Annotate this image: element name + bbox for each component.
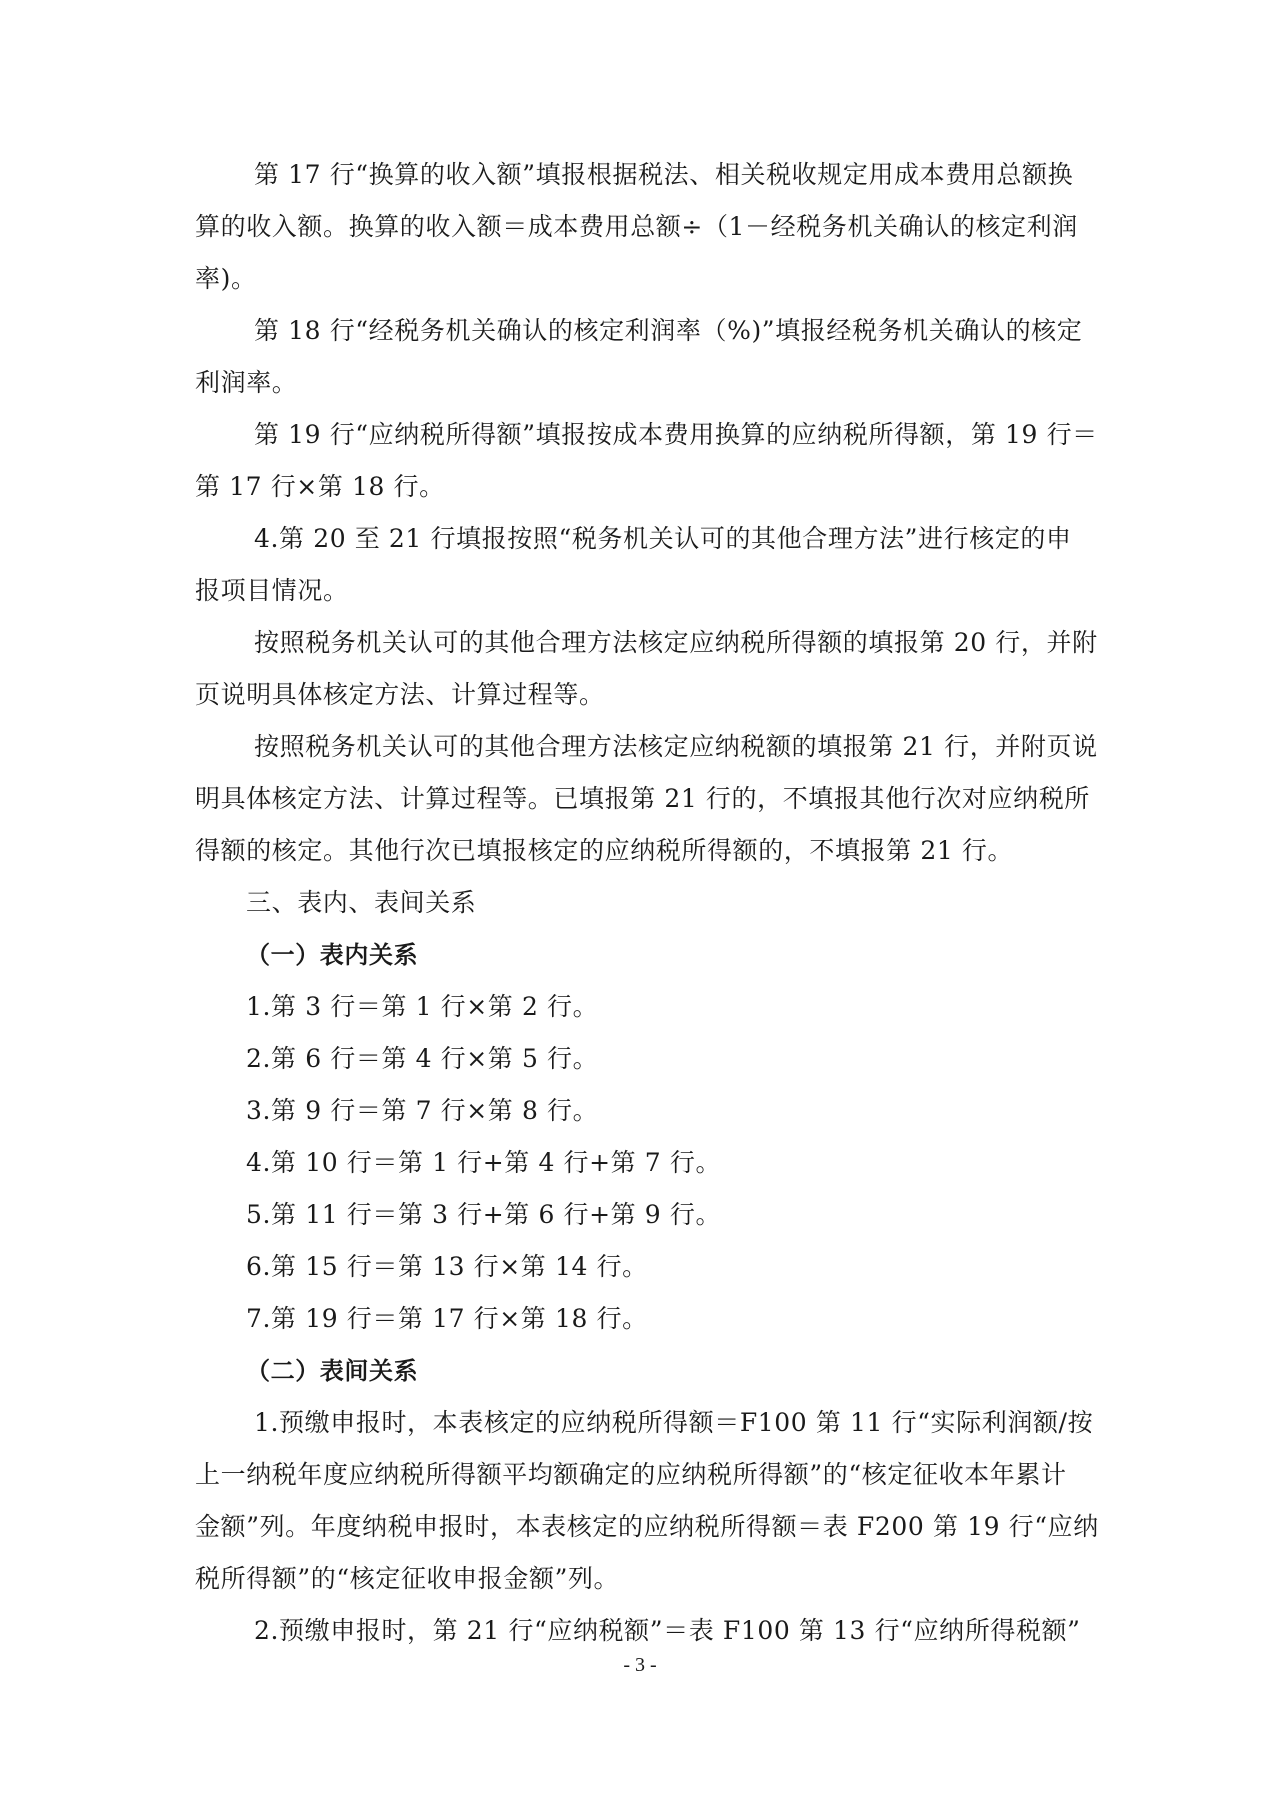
relation-item-2: 2.第 6 行＝第 4 行×第 5 行。	[246, 1044, 599, 1073]
paragraph-line: 率)。	[195, 264, 257, 293]
section-heading-relations: 三、表内、表间关系	[246, 888, 477, 917]
paragraph-line-17-desc: 第 17 行“换算的收入额”填报根据税法、相关税收规定用成本费用总额换	[254, 160, 1074, 189]
paragraph-line-20-21-desc: 4.第 20 至 21 行填报按照“税务机关认可的其他合理方法”进行核定的申	[254, 524, 1072, 553]
inter-relation-item-1: 1.预缴申报时，本表核定的应纳税所得额＝F100 第 11 行“实际利润额/按	[254, 1408, 1094, 1437]
paragraph-line: 明具体核定方法、计算过程等。已填报第 21 行的，不填报其他行次对应纳税所	[195, 784, 1090, 813]
paragraph-line-18-desc: 第 18 行“经税务机关确认的核定利润率（%)”填报经税务机关确认的核定	[254, 316, 1083, 345]
paragraph-line-20-fill: 按照税务机关认可的其他合理方法核定应纳税所得额的填报第 20 行，并附	[254, 628, 1098, 657]
paragraph-line: 上一纳税年度应纳税所得额平均额确定的应纳税所得额”的“核定征收本年累计	[195, 1460, 1067, 1489]
paragraph-line: 得额的核定。其他行次已填报核定的应纳税所得额的，不填报第 21 行。	[195, 836, 1014, 865]
relation-item-3: 3.第 9 行＝第 7 行×第 8 行。	[246, 1096, 599, 1125]
paragraph-line: 第 17 行×第 18 行。	[195, 472, 445, 501]
page-number: - 3 -	[623, 1654, 657, 1676]
subsection-heading-intra-table: （一）表内关系	[246, 941, 419, 969]
inter-relation-item-2: 2.预缴申报时，第 21 行“应纳税额”＝表 F100 第 13 行“应纳所得税额”	[254, 1616, 1081, 1645]
relation-item-6: 6.第 15 行＝第 13 行×第 14 行。	[246, 1252, 648, 1281]
paragraph-line: 页说明具体核定方法、计算过程等。	[195, 680, 605, 709]
paragraph-line-19-desc: 第 19 行“应纳税所得额”填报按成本费用换算的应纳税所得额，第 19 行＝	[254, 420, 1098, 449]
paragraph-line: 算的收入额。换算的收入额＝成本费用总额÷（1－经税务机关确认的核定利润	[195, 212, 1078, 241]
paragraph-line: 利润率。	[195, 368, 298, 397]
paragraph-line: 报项目情况。	[195, 576, 349, 605]
paragraph-line-21-fill: 按照税务机关认可的其他合理方法核定应纳税额的填报第 21 行，并附页说	[254, 732, 1098, 761]
paragraph-line: 税所得额”的“核定征收申报金额”列。	[195, 1564, 620, 1593]
relation-item-1: 1.第 3 行＝第 1 行×第 2 行。	[246, 992, 599, 1021]
relation-item-4: 4.第 10 行＝第 1 行+第 4 行+第 7 行。	[246, 1148, 722, 1177]
paragraph-line: 金额”列。年度纳税申报时，本表核定的应纳税所得额＝表 F200 第 19 行“应纳	[195, 1512, 1099, 1541]
relation-item-5: 5.第 11 行＝第 3 行+第 6 行+第 9 行。	[246, 1200, 722, 1229]
relation-item-7: 7.第 19 行＝第 17 行×第 18 行。	[246, 1304, 648, 1333]
subsection-heading-inter-table: （二）表间关系	[246, 1357, 419, 1385]
